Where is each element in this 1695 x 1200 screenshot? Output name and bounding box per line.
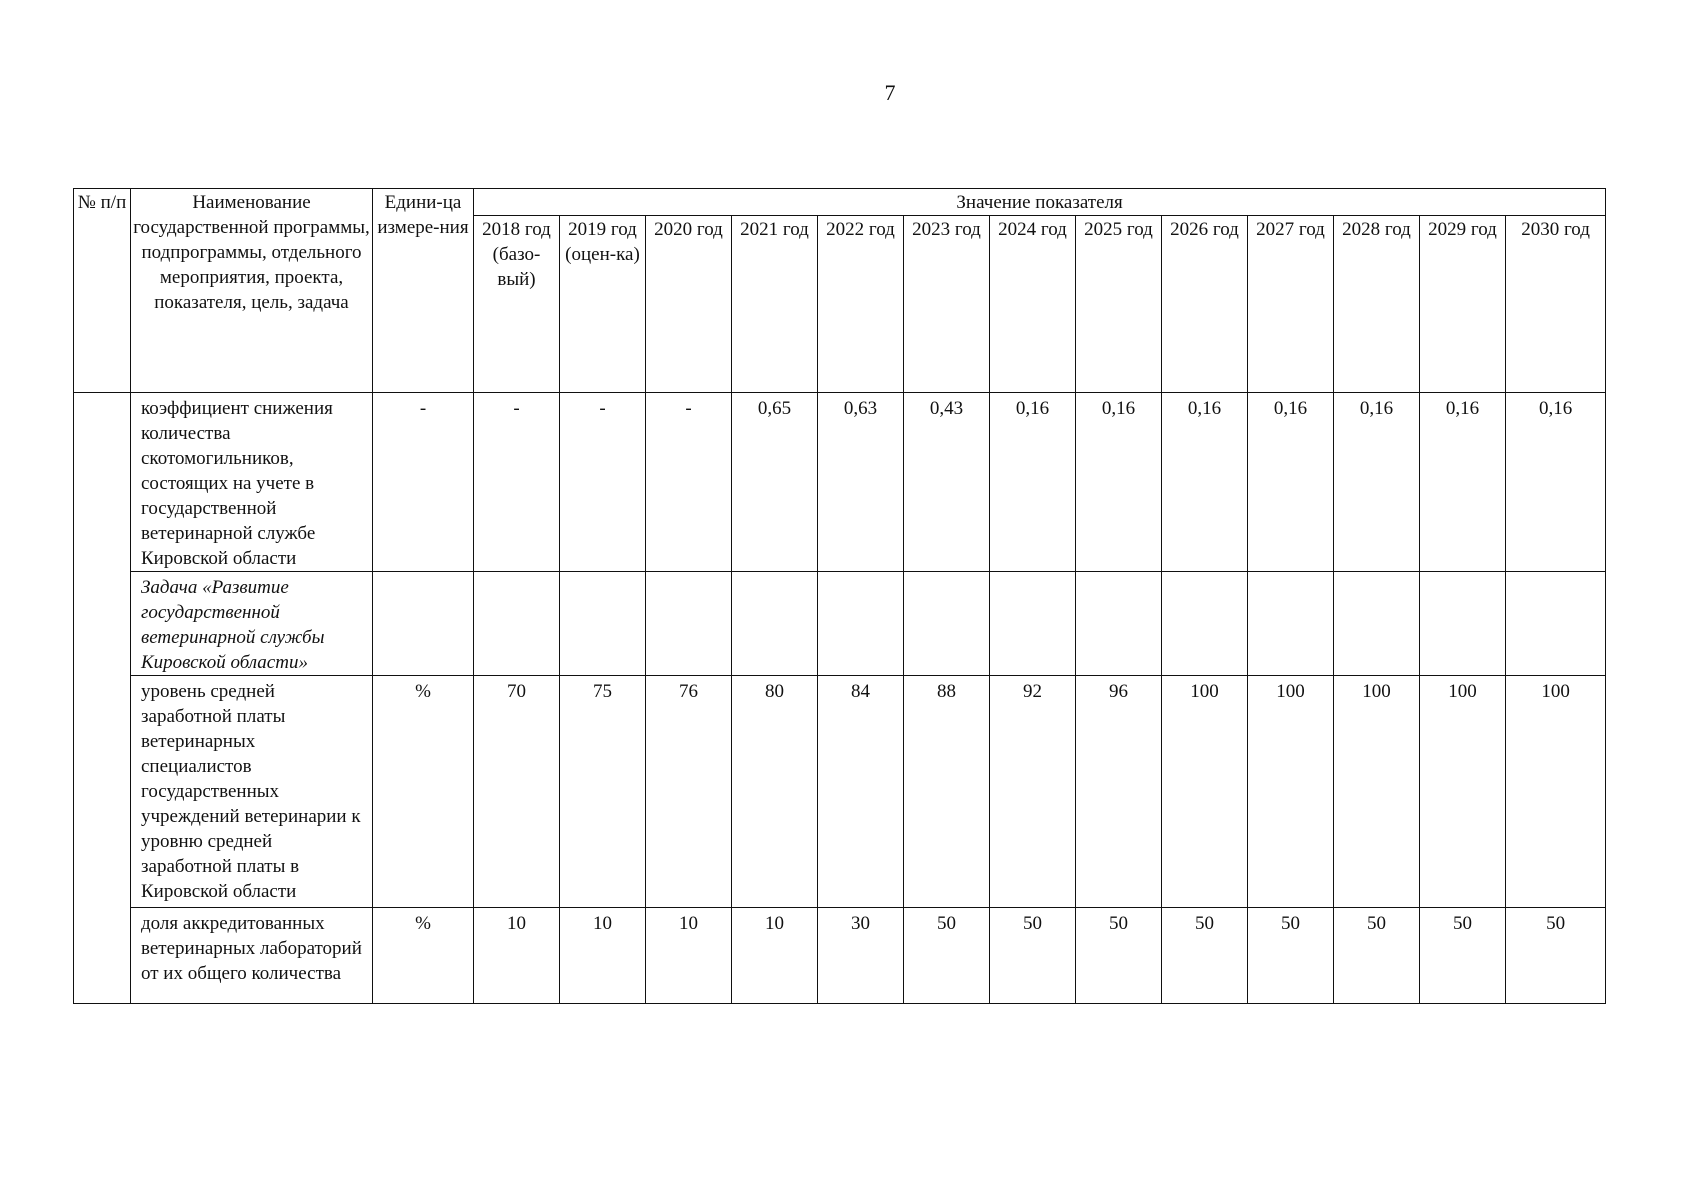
indicator-row	[74, 908, 1606, 1004]
year-header: 2028 год	[1334, 216, 1420, 393]
indicator-row	[74, 676, 1606, 908]
value-cell: 0,16	[1248, 393, 1334, 572]
value-cell: -	[560, 393, 646, 572]
value-cell: 50	[990, 908, 1076, 1004]
indicator-name: коэффициент снижения количества скотомогильников, состоящих на учете в государственной ветеринарной службе Кировской области	[131, 393, 373, 572]
value-cell: 50	[1076, 908, 1162, 1004]
value-cell: 10	[646, 908, 732, 1004]
value-cell: 84	[818, 676, 904, 908]
value-cell	[474, 572, 560, 676]
value-cell: 88	[904, 676, 990, 908]
value-cell: 50	[1334, 908, 1420, 1004]
name-header: Наименование государственной программы, подпрограммы, отдельного мероприятия, проекта, показателя, цель, задача	[131, 189, 373, 393]
value-cell: 0,16	[990, 393, 1076, 572]
value-cell: 50	[1248, 908, 1334, 1004]
value-cell: 0,16	[1506, 393, 1606, 572]
page-number: 7	[884, 80, 896, 105]
value-cell: 80	[732, 676, 818, 908]
value-cell: 0,16	[1076, 393, 1162, 572]
value-cell: 0,16	[1334, 393, 1420, 572]
year-header: 2024 год	[990, 216, 1076, 393]
value-cell: 75	[560, 676, 646, 908]
value-cell	[1334, 572, 1420, 676]
unit-cell	[373, 572, 474, 676]
value-cell: 50	[1420, 908, 1506, 1004]
indicator-name: уровень средней заработной платы ветеринарных специалистов государственных учреждений ветеринарии к уровню средней заработной платы в Кировской области	[131, 676, 373, 908]
value-cell	[1076, 572, 1162, 676]
unit-cell: %	[373, 676, 474, 908]
year-header: 2025 год	[1076, 216, 1162, 393]
value-cell: 76	[646, 676, 732, 908]
value-header: Значение показателя	[474, 189, 1606, 216]
task-row	[74, 572, 1606, 676]
table-body	[74, 393, 1606, 1004]
num-header: № п/п	[74, 189, 131, 393]
value-cell: 0,63	[818, 393, 904, 572]
header-row-top	[74, 189, 1606, 216]
unit-cell: -	[373, 393, 474, 572]
value-cell: 50	[1506, 908, 1606, 1004]
value-cell: 0,16	[1162, 393, 1248, 572]
value-cell: 96	[1076, 676, 1162, 908]
indicator-row	[74, 393, 1606, 572]
unit-header: Едини-ца измере-ния	[373, 189, 474, 393]
value-cell: 30	[818, 908, 904, 1004]
value-cell	[732, 572, 818, 676]
value-cell	[1248, 572, 1334, 676]
value-cell: 100	[1506, 676, 1606, 908]
value-cell	[990, 572, 1076, 676]
value-cell	[904, 572, 990, 676]
row-number-cell	[74, 393, 131, 1004]
value-cell: 100	[1334, 676, 1420, 908]
unit-cell: %	[373, 908, 474, 1004]
value-cell: 0,43	[904, 393, 990, 572]
value-cell: -	[474, 393, 560, 572]
value-cell: 100	[1248, 676, 1334, 908]
value-cell: 50	[1162, 908, 1248, 1004]
value-cell	[1506, 572, 1606, 676]
value-cell: -	[646, 393, 732, 572]
value-cell: 0,16	[1420, 393, 1506, 572]
value-cell: 10	[560, 908, 646, 1004]
year-header: 2026 год	[1162, 216, 1248, 393]
value-cell: 10	[474, 908, 560, 1004]
year-header: 2018 год (базо-вый)	[474, 216, 560, 393]
value-cell: 92	[990, 676, 1076, 908]
value-cell	[560, 572, 646, 676]
value-cell: 100	[1420, 676, 1506, 908]
year-header: 2023 год	[904, 216, 990, 393]
year-header: 2020 год	[646, 216, 732, 393]
value-cell: 10	[732, 908, 818, 1004]
year-header: 2022 год	[818, 216, 904, 393]
year-header: 2019 год (оцен-ка)	[560, 216, 646, 393]
task-name: Задача «Развитие государственной ветеринарной службы Кировской области»	[131, 572, 373, 676]
year-header: 2027 год	[1248, 216, 1334, 393]
value-cell: 0,65	[732, 393, 818, 572]
value-cell	[1162, 572, 1248, 676]
year-header: 2030 год	[1506, 216, 1606, 393]
year-header: 2021 год	[732, 216, 818, 393]
indicator-table	[73, 188, 1606, 1004]
indicator-name: доля аккредитованных ветеринарных лабораторий от их общего количества	[131, 908, 373, 1004]
year-header: 2029 год	[1420, 216, 1506, 393]
value-cell: 50	[904, 908, 990, 1004]
value-cell	[1420, 572, 1506, 676]
value-cell: 100	[1162, 676, 1248, 908]
value-cell	[818, 572, 904, 676]
value-cell	[646, 572, 732, 676]
value-cell: 70	[474, 676, 560, 908]
